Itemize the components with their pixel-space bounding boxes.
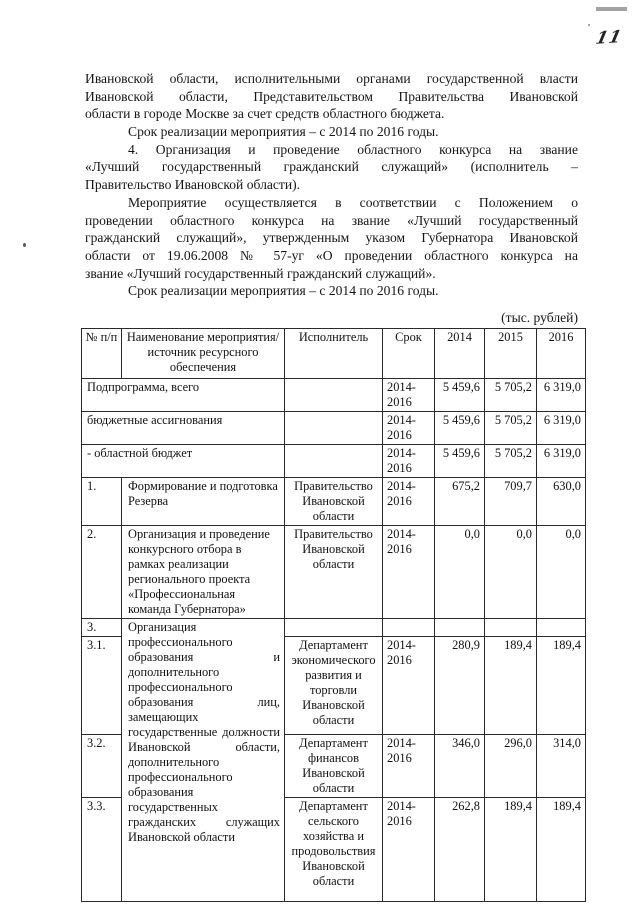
cell-2015: 709,7 (485, 478, 537, 526)
cell-term (383, 619, 435, 637)
cell-term: 2014-2016 (383, 379, 435, 412)
scan-artifact-dot (588, 24, 590, 26)
cell-num: 3.2. (82, 735, 122, 798)
table-row-subprogram-total (82, 379, 586, 412)
cell-name: Организация и проведение конкурсного отбора в рамках реализации регионального проекта «Профессиональная команда Губернатора» (122, 526, 285, 619)
table-row-2 (82, 526, 586, 619)
col-header-term: Срок (383, 329, 435, 379)
cell-name: бюджетные ассигнования (82, 412, 285, 445)
cell-num: 3.3. (82, 798, 122, 902)
scan-artifact-bar (596, 7, 627, 11)
cell-2014: 346,0 (435, 735, 485, 798)
cell-term: 2014-2016 (383, 412, 435, 445)
text-line: области от 19.06.2008 № 57-уг «О проведении областного конкурса на (85, 247, 578, 263)
cell-term: 2014-2016 (383, 798, 435, 902)
cell-num: 3. (82, 619, 122, 637)
col-header-2016: 2016 (537, 329, 586, 379)
text-line: «Лучший государственный гражданский служащий» (исполнитель – (85, 159, 578, 175)
text-line: 4. Организация и проведение областного конкурса на звание (128, 141, 578, 157)
cell-term: 2014-2016 (383, 478, 435, 526)
cell-2014: 5 459,6 (435, 379, 485, 412)
table-row-oblast-budget (82, 445, 586, 478)
cell-executor: Правительство Ивановской области (285, 478, 383, 526)
table-header-row (82, 329, 586, 379)
body-text (85, 70, 578, 300)
cell-term: 2014-2016 (383, 735, 435, 798)
handwritten-page-number: 11 (593, 27, 625, 49)
col-header-2015: 2015 (485, 329, 537, 379)
cell-executor (285, 619, 383, 637)
cell-2014: 5 459,6 (435, 445, 485, 478)
cell-2014 (435, 619, 485, 637)
cell-2016: 189,4 (537, 637, 586, 735)
text-line: звание «Лучший государственный гражданский служащий». (85, 265, 436, 281)
cell-2016: 6 319,0 (537, 445, 586, 478)
col-header-executor: Исполнитель (285, 329, 383, 379)
funding-table (81, 328, 586, 902)
cell-2016: 6 319,0 (537, 412, 586, 445)
cell-term: 2014-2016 (383, 445, 435, 478)
text-line: Срок реализации мероприятия – с 2014 по 2016 годы. (128, 124, 439, 140)
cell-2016: 6 319,0 (537, 379, 586, 412)
col-header-2014: 2014 (435, 329, 485, 379)
cell-2015: 189,4 (485, 798, 537, 902)
text-line: области в городе Москве за счет средств областного бюджета. (85, 106, 445, 122)
cell-2016: 314,0 (537, 735, 586, 798)
cell-name: Подпрограмма, всего (82, 379, 285, 412)
cell-2014: 280,9 (435, 637, 485, 735)
cell-name: - областной бюджет (82, 445, 285, 478)
text-line: Ивановской области, исполнительными органами государственной власти (85, 71, 578, 86)
cell-2014: 675,2 (435, 478, 485, 526)
col-header-name: Наименование мероприятия/ источник ресурсного обеспечения (122, 329, 285, 379)
cell-name-merged: Организация профессионального образования и дополнительного профессионального образования лиц, замещающих государственные должности Ивановской области, дополнительного профессионального образования государственных гражданских служащих Ивановской области (122, 619, 285, 902)
cell-2015: 5 705,2 (485, 412, 537, 445)
cell-term: 2014-2016 (383, 637, 435, 735)
text-line: Правительство Ивановской области). (85, 177, 301, 193)
text-line: проведении областного конкурса на звание «Лучший государственный (85, 212, 578, 228)
scan-artifact-dot (23, 243, 26, 247)
cell-executor: Департамент финансов Ивановской области (285, 735, 383, 798)
cell-num: 3.1. (82, 637, 122, 735)
cell-executor: Департамент экономического развития и торговли Ивановской области (285, 637, 383, 735)
text-line: гражданский служащий», утвержденным указом Губернатора Ивановской (85, 230, 578, 246)
cell-name: Формирование и подготовка Резерва (122, 478, 285, 526)
text-line: Ивановской области, Представительством Правительства Ивановской (85, 88, 578, 104)
text-line: Мероприятие осуществляется в соответствии с Положением о (128, 194, 578, 210)
cell-2014: 5 459,6 (435, 412, 485, 445)
cell-executor: Правительство Ивановской области (285, 526, 383, 619)
cell-2015 (485, 619, 537, 637)
cell-2015: 189,4 (485, 637, 537, 735)
cell-2014: 0,0 (435, 526, 485, 619)
col-header-num: № п/п (82, 329, 122, 379)
table-row-1 (82, 478, 586, 526)
table-row-3 (82, 619, 586, 637)
cell-executor: Департамент сельского хозяйства и продовольствия Ивановской области (285, 798, 383, 902)
units-note: (тыс. рублей) (501, 310, 578, 325)
cell-executor (285, 412, 383, 445)
cell-2015: 296,0 (485, 735, 537, 798)
cell-executor (285, 445, 383, 478)
table-row-budget-allocations (82, 412, 586, 445)
cell-num: 1. (82, 478, 122, 526)
cell-2016: 630,0 (537, 478, 586, 526)
cell-2015: 5 705,2 (485, 445, 537, 478)
cell-2015: 0,0 (485, 526, 537, 619)
text-line: Срок реализации мероприятия – с 2014 по 2016 годы. (128, 283, 439, 299)
cell-2016: 0,0 (537, 526, 586, 619)
cell-2016: 189,4 (537, 798, 586, 902)
cell-num: 2. (82, 526, 122, 619)
cell-term: 2014-2016 (383, 526, 435, 619)
cell-2015: 5 705,2 (485, 379, 537, 412)
cell-2016 (537, 619, 586, 637)
cell-2014: 262,8 (435, 798, 485, 902)
cell-executor (285, 379, 383, 412)
